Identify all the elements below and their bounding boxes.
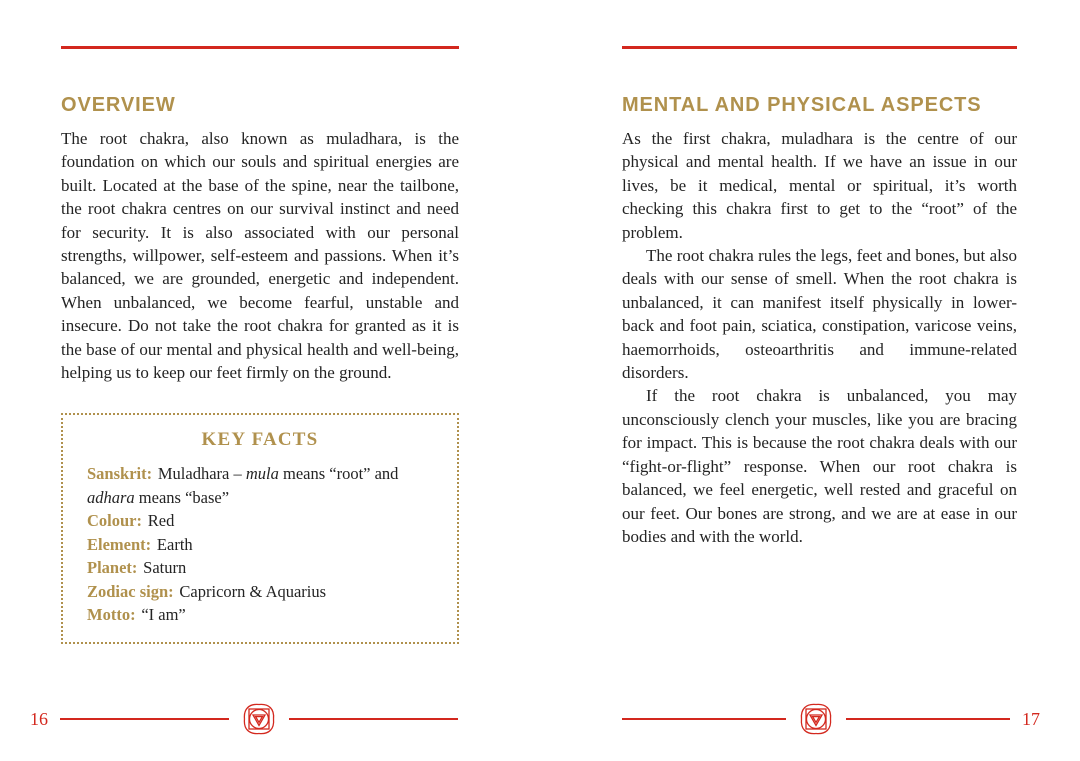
key-fact-value: means “base”: [134, 487, 230, 507]
page-right-content: [622, 0, 1017, 548]
key-fact-label: Planet:: [87, 558, 138, 578]
key-facts-title: KEY FACTS: [201, 429, 319, 451]
key-fact-value: Muladhara –: [157, 464, 246, 484]
key-facts-box: [61, 413, 459, 644]
key-fact-label: Zodiac sign:: [87, 581, 174, 601]
key-fact-element: [87, 533, 433, 557]
key-fact-label: Element:: [87, 534, 152, 554]
footer-rule: [846, 718, 1010, 721]
page-number-right: 17: [1022, 709, 1040, 729]
key-fact-value: “I am”: [141, 605, 186, 625]
key-fact-colour: [87, 509, 433, 533]
key-fact-value: Saturn: [143, 558, 187, 578]
key-fact-value-italic: adhara: [87, 487, 135, 507]
footer-rule: [622, 718, 786, 721]
key-fact-value: Earth: [156, 534, 193, 554]
footer-rule: [60, 718, 229, 721]
key-fact-value: means “root” and: [278, 464, 399, 484]
key-fact-sanskrit: [87, 462, 433, 509]
top-rule-left: [61, 46, 459, 49]
aspects-paragraph-1: As the first chakra, muladhara is the centre of our physical and mental health. If we have an issue in our lives, be it medical, mental or spiritual, it’s worth checking this chakra first to get to the “root” of the problem.: [622, 129, 1017, 242]
muladhara-root-chakra-icon: [798, 701, 834, 737]
key-fact-value: Red: [147, 511, 175, 531]
overview-paragraph: The root chakra, also known as muladhara, is the foundation on which our souls and spiritual energies are built. Located at the base of the spine, near the tailbone, the root chakra centres on our survival instinct and need for security. It is also associated with our personal strengths, willpower, self-esteem and passions. When it’s balanced, we are grounded, energetic and independent. When unbalanced, we become fearful, unstable and insecure. Do not take the root chakra for granted as it is the base of our mental and physical health and well-being, helping us to keep our feet firmly on the ground.: [61, 129, 459, 383]
key-fact-value-italic: mula: [245, 464, 279, 484]
section-heading-mental-physical: MENTAL AND PHYSICAL ASPECTS: [622, 94, 982, 116]
footer-rule: [289, 718, 458, 721]
page-right: [540, 0, 1080, 761]
page-footer-right: [622, 701, 1040, 737]
key-fact-motto: [87, 603, 433, 627]
page-left-content: [61, 0, 459, 644]
page-number-left: 16: [30, 709, 48, 729]
key-fact-label: Motto:: [87, 605, 136, 625]
section-heading-overview: OVERVIEW: [61, 94, 176, 116]
muladhara-root-chakra-icon: [241, 701, 277, 737]
key-fact-value: Capricorn & Aquarius: [179, 581, 327, 601]
key-fact-zodiac: [87, 580, 433, 604]
page-footer-left: [30, 701, 458, 737]
aspects-paragraph-3: If the root chakra is unbalanced, you may unconsciously clench your muscles, like you are bracing for impact. This is because the root chakra deals with our “fight-or-flight” response. When our root chakra is balanced, we feel energetic, well rested and graceful on our feet. Our bones are strong, and we are at ease in our bodies and with the world.: [622, 386, 1017, 546]
key-fact-label: Colour:: [87, 511, 142, 531]
top-rule-right: [622, 46, 1017, 49]
key-fact-planet: [87, 556, 433, 580]
key-fact-label: Sanskrit:: [87, 464, 153, 484]
aspects-paragraph-2: The root chakra rules the legs, feet and bones, but also deals with our sense of smell. When the root chakra is unbalanced, it can manifest itself physically in lower-back and foot pain, sciatica, constipation, varicose veins, haemorrhoids, osteoarthritis and immune-related disorders.: [622, 246, 1017, 383]
